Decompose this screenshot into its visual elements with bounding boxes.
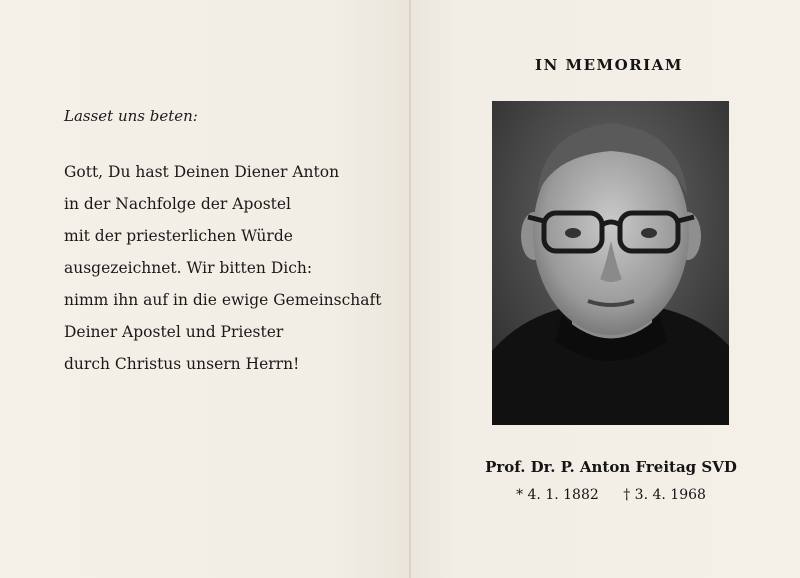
- prayer-line: Gott, Du hast Deinen Diener Anton: [64, 163, 340, 181]
- prayer-heading: Lasset uns beten:: [64, 107, 198, 125]
- memoriam-title: IN MEMORIAM: [535, 56, 683, 74]
- prayer-line: nimm ihn auf in die ewige Gemeinschaft: [64, 291, 382, 309]
- prayer-line: Deiner Apostel und Priester: [64, 323, 284, 341]
- prayer-text: [64, 160, 404, 384]
- prayer-line: in der Nachfolge der Apostel: [64, 195, 292, 213]
- prayer-line: mit der priesterlichen Würde: [64, 227, 293, 245]
- birth-date: * 4. 1. 1882: [516, 487, 599, 503]
- prayer-line: durch Christus unsern Herrn!: [64, 355, 300, 373]
- life-dates: [476, 487, 746, 503]
- portrait-photo: [492, 101, 729, 425]
- death-date: † 3. 4. 1968: [623, 487, 706, 503]
- prayer-line: ausgezeichnet. Wir bitten Dich:: [64, 259, 313, 277]
- deceased-name: Prof. Dr. P. Anton Freitag SVD: [485, 458, 737, 476]
